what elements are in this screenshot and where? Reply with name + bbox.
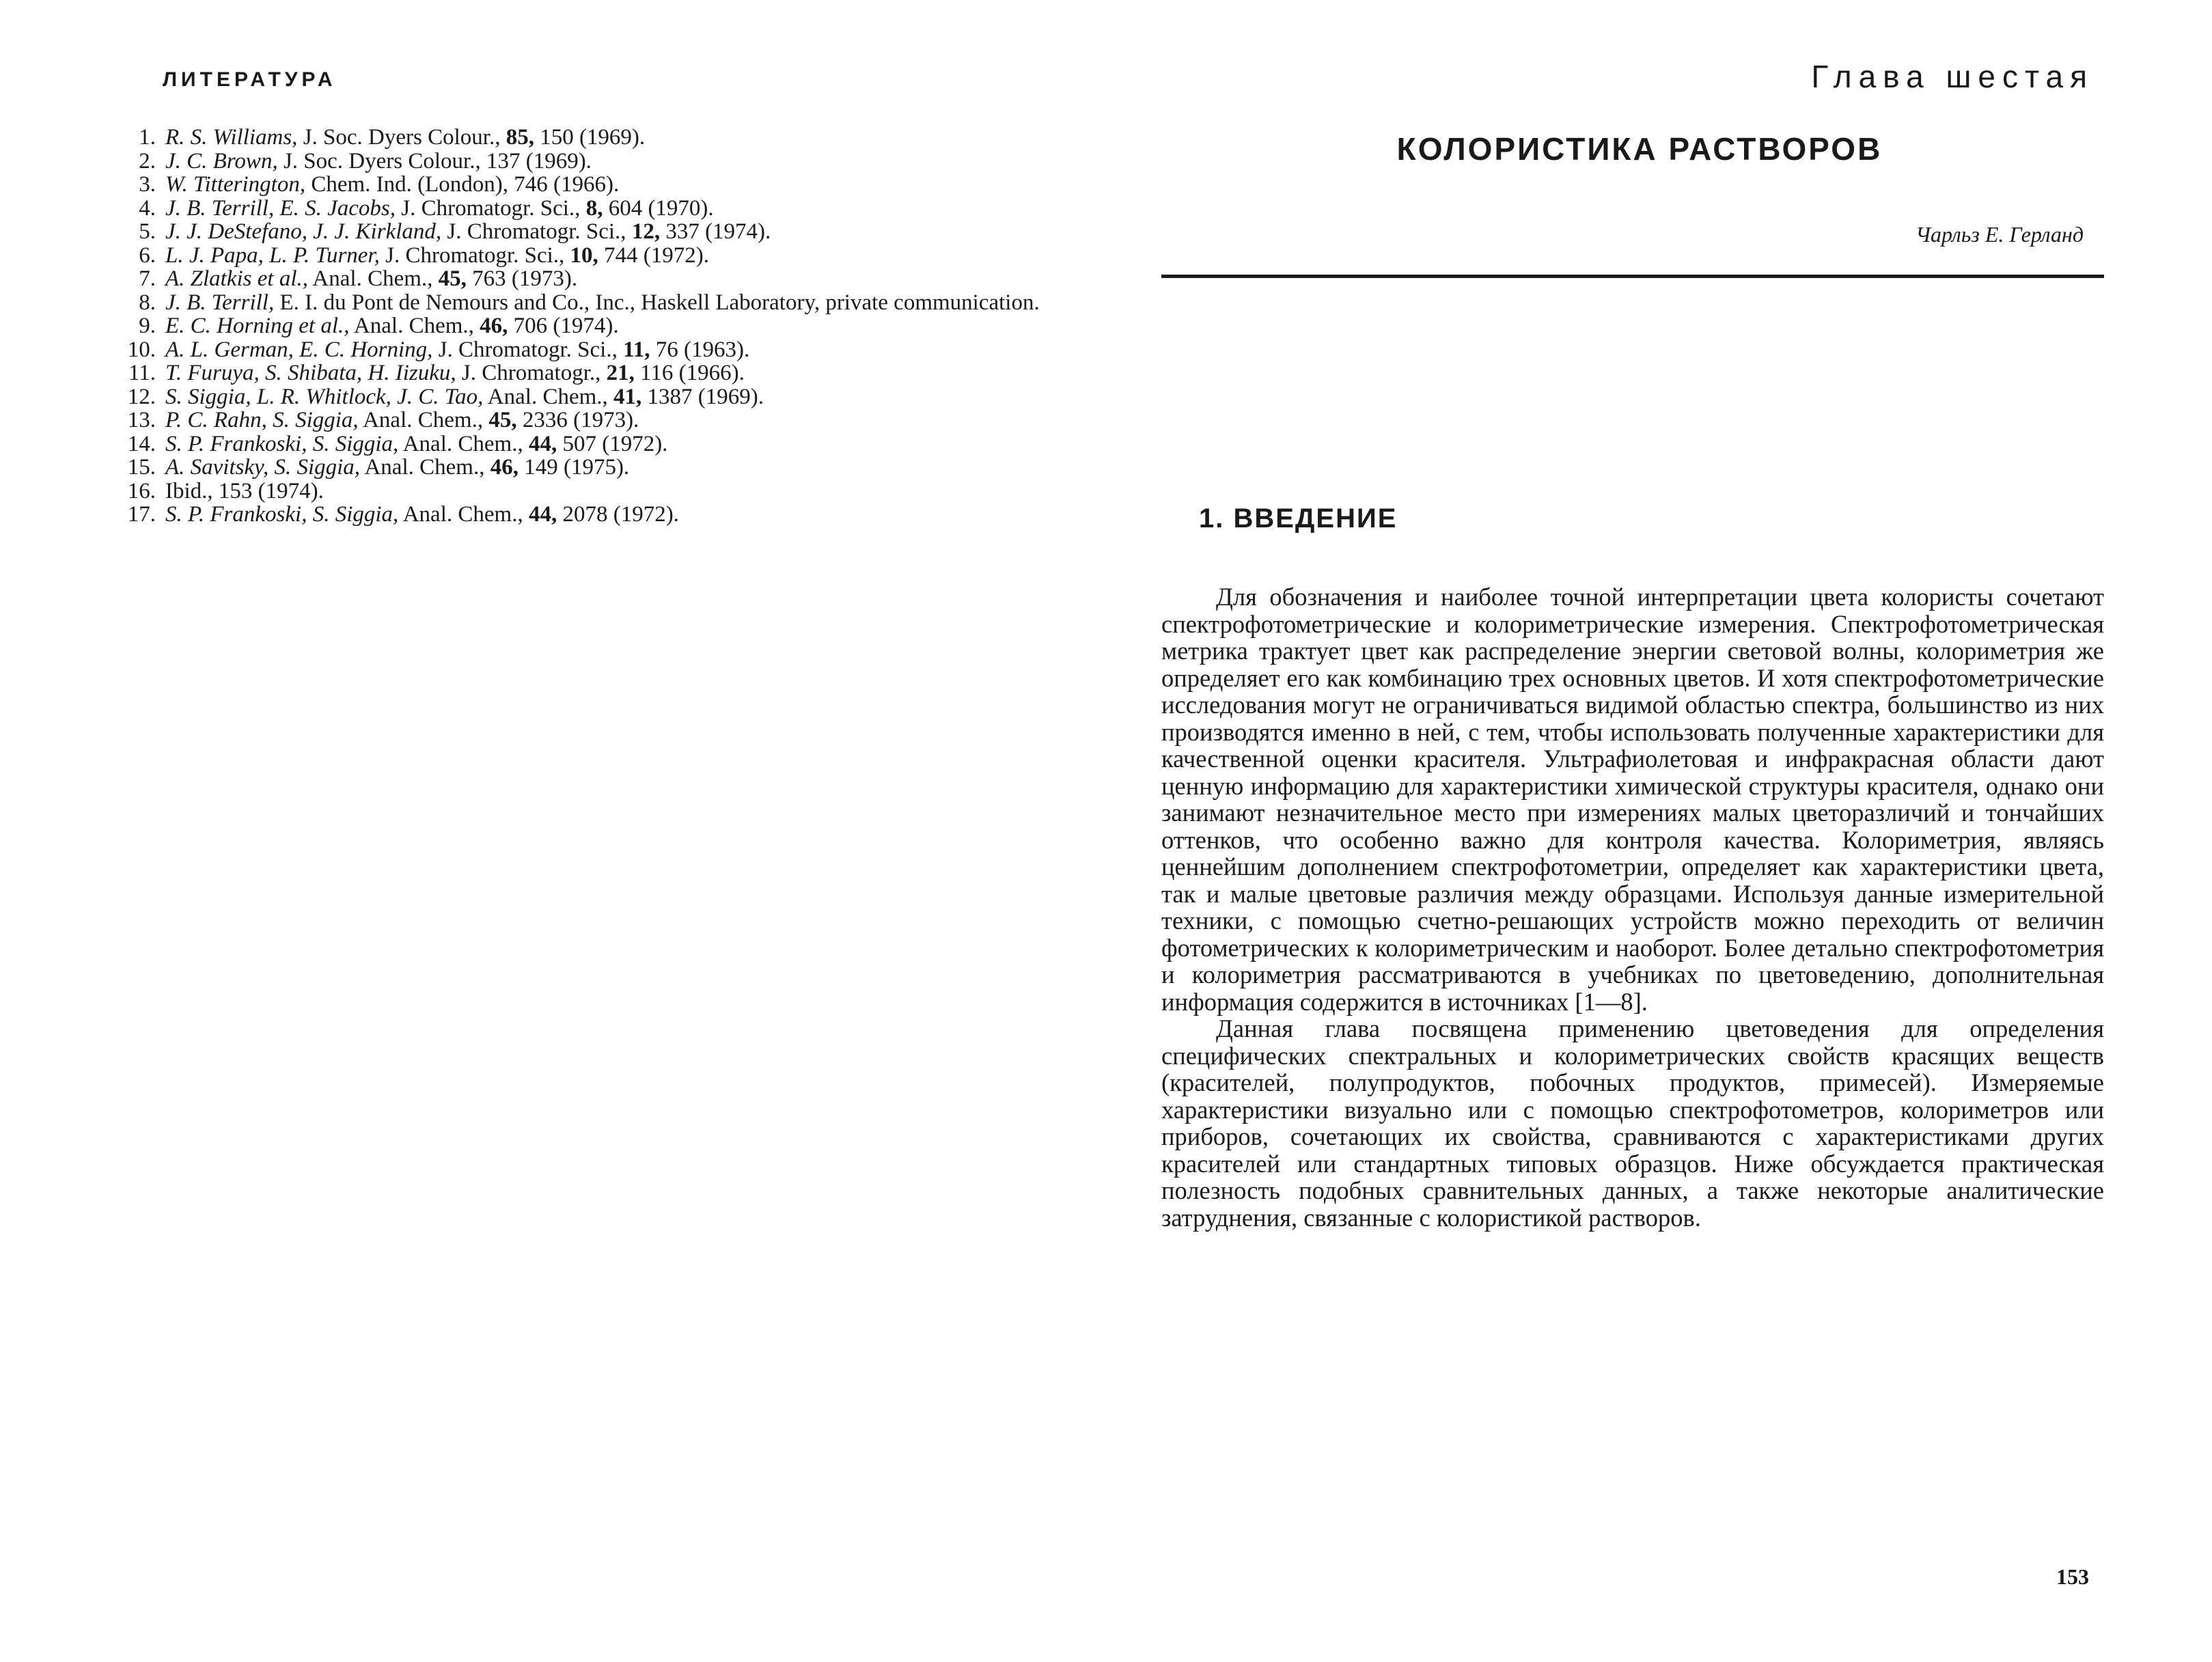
reference-text bbox=[165, 361, 1059, 385]
reference-details: 76 (1963). bbox=[650, 337, 750, 362]
reference-item bbox=[116, 503, 1059, 527]
paragraph: Для обозначения и наиболее точной интерпретации цвета колористы сочетают спектрофотометрические и колориметрические измерения. Спектрофотометрическая метрика трактует цвет как распределение энергии световой волны, колориметрия же определяет его как комбинацию трех основных цветов. И хотя спектрофотометрические исследования могут не ограничиваться видимой областью спектра, большинство из них производятся именно в ней, с тем, чтобы использовать полученные характеристики для качественной оценки красителя. Ультрафиолетовая и инфракрасная области дают ценную информацию для характеристики химической структуры красителя, однако они занимают незначительное место при измерениях малых цветоразличий и тончайших оттенков, что особенно важно для контроля качества. Колориметрия, являясь ценнейшим дополнением спектрофотометрии, определяет как характеристики цвета, так и малые цветовые различия между образцами. Используя данные измерительной техники, с помощью счетно-решающих устройств можно переходить от величин фотометрических к колориметрическим и наоборот. Более детально спектрофотометрия и колориметрия рассматриваются в учебниках по цветоведению, дополнительная информация содержится в источниках [1—8]. bbox=[1161, 583, 2104, 1016]
reference-item bbox=[116, 126, 1059, 150]
reference-number: 15. bbox=[127, 455, 156, 480]
reference-source: Anal. Chem., bbox=[349, 314, 480, 338]
reference-volume: 41, bbox=[613, 384, 642, 409]
reference-details: 149 (1975). bbox=[518, 455, 630, 480]
reference-text bbox=[165, 338, 1059, 362]
chapter-label: Глава шестая bbox=[1811, 59, 2094, 94]
reference-source: Anal. Chem., bbox=[398, 431, 529, 456]
reference-text bbox=[165, 220, 1059, 244]
reference-item bbox=[116, 291, 1059, 315]
reference-details: 150 (1969). bbox=[534, 125, 646, 150]
reference-volume: 21, bbox=[606, 361, 635, 385]
reference-details: 337 (1974). bbox=[660, 219, 771, 244]
title-rule bbox=[1161, 275, 2104, 278]
reference-source: Anal. Chem., bbox=[360, 455, 490, 480]
reference-number: 2. bbox=[139, 148, 156, 174]
reference-number: 17. bbox=[127, 502, 156, 527]
reference-authors: A. Savitsky, S. Siggia, bbox=[165, 455, 361, 480]
reference-text bbox=[165, 291, 1059, 315]
reference-text bbox=[165, 408, 1059, 432]
reference-item bbox=[116, 267, 1059, 291]
reference-text bbox=[165, 385, 1059, 409]
reference-item bbox=[116, 408, 1059, 432]
reference-source: Anal. Chem., bbox=[308, 266, 439, 291]
reference-volume: 45, bbox=[438, 266, 467, 291]
reference-number: 13. bbox=[127, 408, 156, 432]
reference-number: 12. bbox=[127, 384, 156, 409]
reference-number: 8. bbox=[139, 290, 156, 315]
reference-authors: L. J. Papa, L. P. Turner, bbox=[165, 243, 380, 268]
reference-volume: 12, bbox=[631, 219, 661, 244]
reference-item bbox=[116, 314, 1059, 338]
reference-details: 2336 (1973). bbox=[516, 408, 639, 432]
reference-source: J. Soc. Dyers Colour., 137 (1969). bbox=[277, 148, 592, 174]
reference-number: 4. bbox=[139, 195, 156, 221]
reference-details: 604 (1970). bbox=[603, 195, 714, 221]
reference-authors: A. L. German, E. C. Horning, bbox=[165, 337, 433, 362]
reference-details: 763 (1973). bbox=[466, 266, 578, 291]
reference-text bbox=[165, 150, 1059, 174]
reference-text bbox=[165, 314, 1059, 338]
reference-authors: J. B. Terrill, bbox=[165, 290, 275, 315]
reference-authors: R. S. Williams, bbox=[165, 125, 298, 150]
reference-source: J. Chromatogr. Sci., bbox=[396, 195, 586, 221]
reference-authors: W. Titterington, bbox=[165, 172, 306, 197]
reference-authors: S. Siggia, L. R. Whitlock, J. C. Tao, bbox=[165, 384, 484, 409]
reference-authors: T. Furuya, S. Shibata, H. Iizuku, bbox=[165, 361, 456, 385]
reference-source: Anal. Chem., bbox=[483, 384, 614, 409]
reference-volume: 46, bbox=[480, 314, 508, 338]
reference-details: 116 (1966). bbox=[634, 361, 745, 385]
left-page bbox=[116, 68, 1059, 527]
reference-number: 14. bbox=[127, 431, 156, 456]
reference-text bbox=[165, 197, 1059, 221]
reference-item bbox=[116, 150, 1059, 174]
reference-volume: 85, bbox=[506, 125, 534, 150]
reference-authors: E. C. Horning et al., bbox=[165, 314, 350, 338]
reference-volume: 44, bbox=[528, 431, 557, 456]
reference-source: J. Chromatogr. Sci., bbox=[441, 219, 632, 244]
reference-number: 10. bbox=[127, 337, 156, 362]
chapter-title: КОЛОРИСТИКА РАСТВОРОВ bbox=[1396, 131, 1883, 167]
reference-volume: 8, bbox=[585, 195, 603, 221]
reference-details: 706 (1974). bbox=[508, 314, 619, 338]
reference-text bbox=[165, 503, 1059, 527]
reference-authors: S. P. Frankoski, S. Siggia, bbox=[165, 502, 399, 527]
body-text bbox=[1161, 583, 2104, 1231]
reference-source: J. Soc. Dyers Colour., bbox=[297, 125, 506, 150]
reference-text bbox=[165, 244, 1059, 268]
chapter-author: Чарльз Е. Герланд bbox=[1915, 222, 2084, 247]
reference-details: 744 (1972). bbox=[598, 243, 710, 268]
reference-authors: J. J. DeStefano, J. J. Kirkland, bbox=[165, 219, 442, 244]
reference-number: 5. bbox=[139, 219, 156, 244]
reference-item bbox=[116, 432, 1059, 456]
reference-details: 1387 (1969). bbox=[641, 384, 764, 409]
reference-text bbox=[165, 267, 1059, 291]
reference-volume: 45, bbox=[488, 408, 517, 432]
section-heading: 1. ВВЕДЕНИЕ bbox=[1199, 503, 1398, 534]
reference-volume: 44, bbox=[528, 502, 557, 527]
reference-authors: J. B. Terrill, E. S. Jacobs, bbox=[165, 195, 396, 221]
reference-volume: 10, bbox=[570, 243, 598, 268]
reference-text bbox=[165, 456, 1059, 480]
reference-item bbox=[116, 456, 1059, 480]
reference-details: 507 (1972). bbox=[557, 431, 668, 456]
reference-item bbox=[116, 385, 1059, 409]
reference-list bbox=[116, 126, 1059, 527]
page-number: 153 bbox=[2056, 1564, 2089, 1589]
reference-authors: S. P. Frankoski, S. Siggia, bbox=[165, 431, 399, 456]
references-heading: ЛИТЕРАТУРА bbox=[163, 68, 337, 91]
reference-text bbox=[165, 173, 1059, 197]
reference-item bbox=[116, 197, 1059, 221]
reference-number: 11. bbox=[128, 361, 156, 385]
reference-item bbox=[116, 244, 1059, 268]
reference-source: Anal. Chem., bbox=[398, 502, 529, 527]
reference-authors: J. C. Brown, bbox=[165, 148, 278, 174]
reference-item bbox=[116, 220, 1059, 244]
reference-source: Ibid., 153 (1974). bbox=[165, 478, 324, 503]
reference-authors: P. C. Rahn, S. Siggia, bbox=[165, 408, 359, 432]
reference-number: 9. bbox=[139, 314, 156, 338]
reference-details: 2078 (1972). bbox=[557, 502, 679, 527]
reference-source: J. Chromatogr., bbox=[456, 361, 607, 385]
reference-source: J. Chromatogr. Sci., bbox=[432, 337, 624, 362]
reference-text bbox=[165, 432, 1059, 456]
reference-number: 16. bbox=[127, 478, 156, 503]
reference-text bbox=[165, 126, 1059, 150]
reference-text bbox=[165, 480, 1059, 503]
reference-number: 6. bbox=[139, 243, 156, 268]
reference-number: 3. bbox=[139, 172, 156, 197]
reference-number: 1. bbox=[139, 125, 156, 150]
reference-source: Chem. Ind. (London), 746 (1966). bbox=[305, 172, 620, 197]
reference-volume: 46, bbox=[490, 455, 519, 480]
reference-item bbox=[116, 338, 1059, 362]
reference-volume: 11, bbox=[623, 337, 650, 362]
reference-source: E. I. du Pont de Nemours and Co., Inc., Haskell Laboratory, private communication. bbox=[274, 290, 1040, 315]
paragraph: Данная глава посвящена применению цветоведения для определения специфических спектральных и колориметрических свойств красящих веществ (красителей, полупродуктов, побочных продуктов, примесей). Измеряемые характеристики визуально или с помощью спектрофотометров, колориметров или приборов, сочетающих их свойства, сравниваются с характеристиками других красителей или стандартных типовых образцов. Ниже обсуждается практическая полезность подобных сравнительных данных, а также некоторые аналитические затруднения, связанные с колористикой растворов. bbox=[1161, 1014, 2104, 1232]
reference-item bbox=[116, 361, 1059, 385]
reference-item bbox=[116, 173, 1059, 197]
reference-source: J. Chromatogr. Sci., bbox=[379, 243, 570, 268]
reference-number: 7. bbox=[139, 266, 156, 291]
reference-authors: A. Zlatkis et al., bbox=[165, 266, 308, 291]
reference-item bbox=[116, 480, 1059, 503]
reference-source: Anal. Chem., bbox=[358, 408, 489, 432]
right-page bbox=[1161, 58, 2104, 1231]
